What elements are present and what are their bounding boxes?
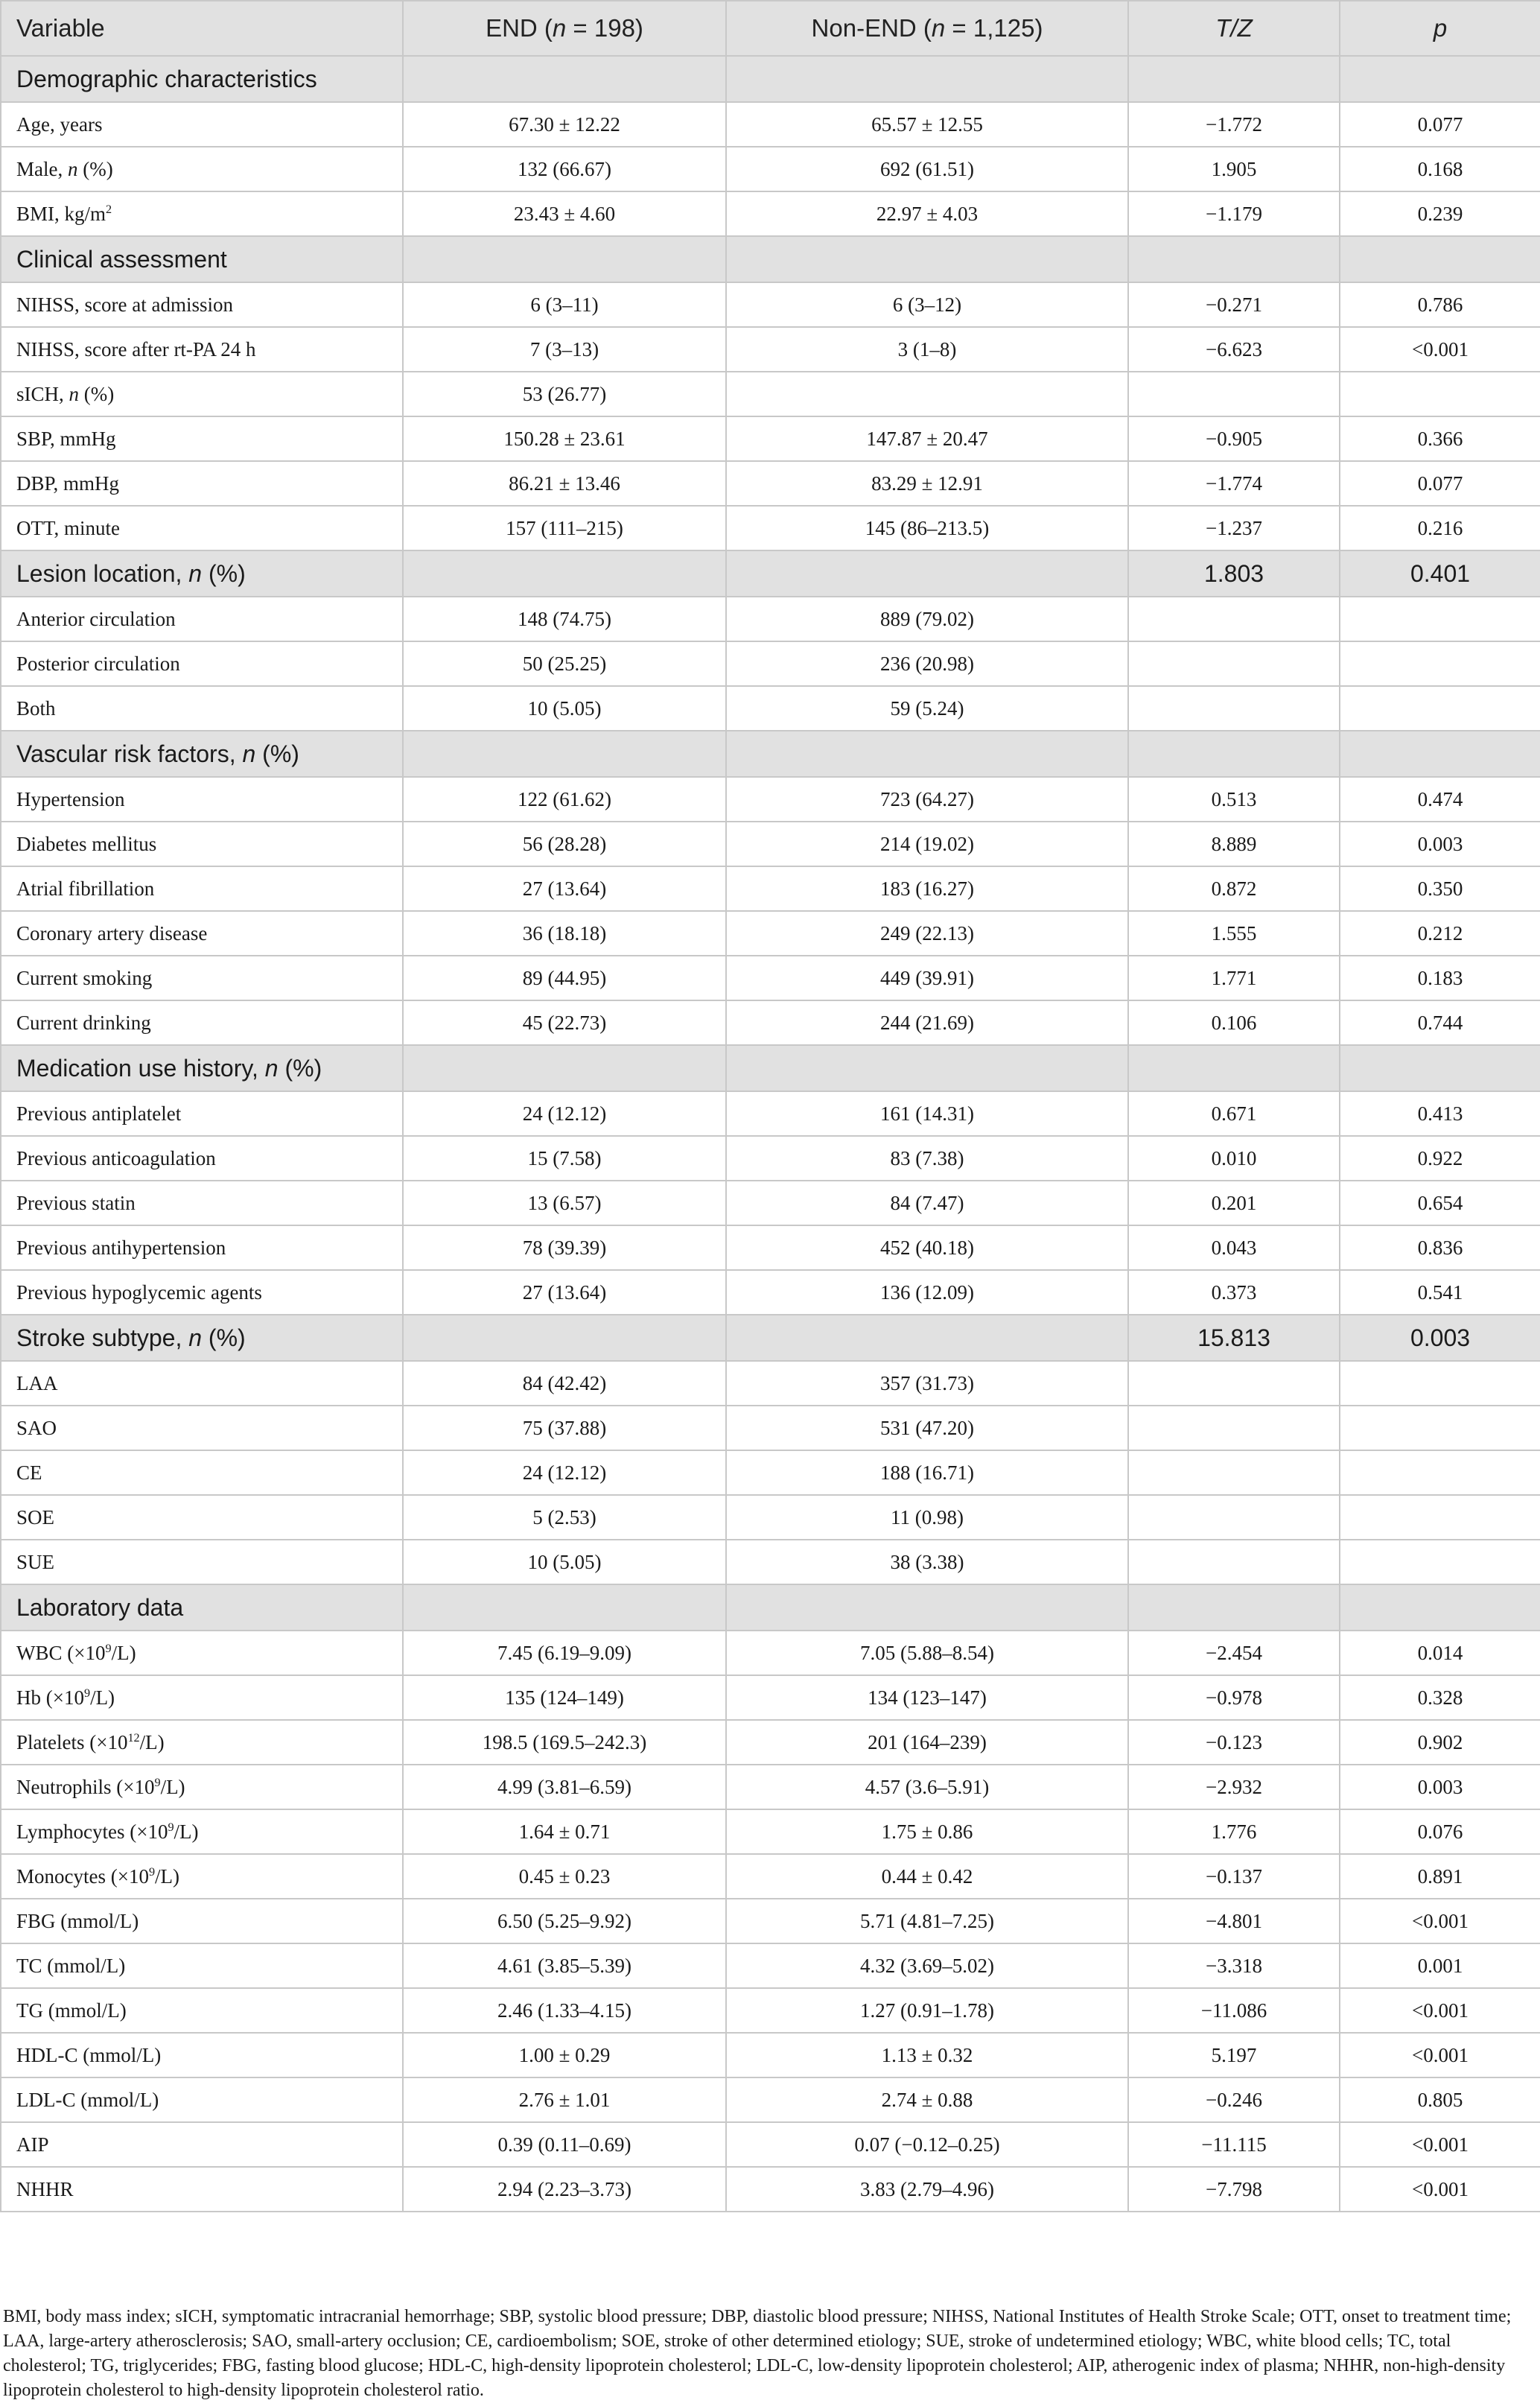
cell-end: 157 (111–215) — [403, 506, 726, 550]
cell-end: 1.00 ± 0.29 — [403, 2033, 726, 2077]
header-non-end: Non-END (n = 1,125) — [726, 1, 1128, 56]
cell-t-z — [1128, 686, 1340, 731]
table-row — [1, 416, 1540, 461]
table-row — [1, 2033, 1540, 2077]
cell-variable: sICH, n (%) — [1, 372, 403, 416]
cell-non-end — [726, 1045, 1128, 1091]
cell-end: 84 (42.42) — [403, 1361, 726, 1406]
section-header-row — [1, 550, 1540, 597]
table-row — [1, 1854, 1540, 1899]
cell-p: 0.891 — [1340, 1854, 1540, 1899]
cell-p — [1340, 731, 1540, 777]
table-row — [1, 461, 1540, 506]
table-row — [1, 102, 1540, 147]
cell-variable: Previous hypoglycemic agents — [1, 1270, 403, 1315]
cell-end — [403, 1045, 726, 1091]
table-row — [1, 1495, 1540, 1540]
cell-t-z — [1128, 372, 1340, 416]
cell-p: 0.212 — [1340, 911, 1540, 956]
cell-non-end: 214 (19.02) — [726, 822, 1128, 866]
table-row — [1, 1181, 1540, 1225]
cell-t-z: 0.010 — [1128, 1136, 1340, 1181]
cell-t-z: 1.905 — [1128, 147, 1340, 191]
cell-t-z: 0.201 — [1128, 1181, 1340, 1225]
cell-variable: Demographic characteristics — [1, 56, 403, 102]
cell-end: 67.30 ± 12.22 — [403, 102, 726, 147]
cell-t-z: −0.905 — [1128, 416, 1340, 461]
cell-variable: Lesion location, n (%) — [1, 550, 403, 597]
table-row — [1, 282, 1540, 327]
cell-end: 6 (3–11) — [403, 282, 726, 327]
cell-variable: Current drinking — [1, 1000, 403, 1045]
cell-p: 0.183 — [1340, 956, 1540, 1000]
cell-non-end: 22.97 ± 4.03 — [726, 191, 1128, 236]
cell-p: 0.744 — [1340, 1000, 1540, 1045]
cell-non-end: 161 (14.31) — [726, 1091, 1128, 1136]
cell-t-z: −3.318 — [1128, 1943, 1340, 1988]
cell-t-z: −4.801 — [1128, 1899, 1340, 1943]
cell-end: 2.94 (2.23–3.73) — [403, 2167, 726, 2212]
cell-end: 132 (66.67) — [403, 147, 726, 191]
cell-p — [1340, 236, 1540, 282]
cell-non-end: 4.32 (3.69–5.02) — [726, 1943, 1128, 1988]
cell-end: 27 (13.64) — [403, 1270, 726, 1315]
cell-t-z — [1128, 1584, 1340, 1631]
cell-end: 5 (2.53) — [403, 1495, 726, 1540]
cell-t-z: −0.271 — [1128, 282, 1340, 327]
cell-non-end — [726, 550, 1128, 597]
table-row — [1, 597, 1540, 641]
cell-non-end: 2.74 ± 0.88 — [726, 2077, 1128, 2122]
cell-t-z: 0.106 — [1128, 1000, 1340, 1045]
cell-non-end: 145 (86–213.5) — [726, 506, 1128, 550]
cell-p: 0.805 — [1340, 2077, 1540, 2122]
cell-t-z: −1.179 — [1128, 191, 1340, 236]
cell-non-end: 249 (22.13) — [726, 911, 1128, 956]
cell-variable: Both — [1, 686, 403, 731]
cell-p: 0.014 — [1340, 1631, 1540, 1675]
cell-non-end: 4.57 (3.6–5.91) — [726, 1765, 1128, 1809]
cell-end: 86.21 ± 13.46 — [403, 461, 726, 506]
cell-end: 75 (37.88) — [403, 1406, 726, 1450]
table-row — [1, 1091, 1540, 1136]
cell-t-z: 0.043 — [1128, 1225, 1340, 1270]
cell-variable: Vascular risk factors, n (%) — [1, 731, 403, 777]
cell-p — [1340, 1495, 1540, 1540]
cell-p — [1340, 372, 1540, 416]
table-row — [1, 956, 1540, 1000]
cell-variable: NIHSS, score at admission — [1, 282, 403, 327]
cell-variable: Atrial fibrillation — [1, 866, 403, 911]
cell-non-end: 692 (61.51) — [726, 147, 1128, 191]
table-row — [1, 147, 1540, 191]
table-row — [1, 686, 1540, 731]
cell-end: 53 (26.77) — [403, 372, 726, 416]
cell-p: 0.413 — [1340, 1091, 1540, 1136]
cell-p: 0.001 — [1340, 1943, 1540, 1988]
cell-p: <0.001 — [1340, 2033, 1540, 2077]
cell-variable: Posterior circulation — [1, 641, 403, 686]
cell-t-z: −0.123 — [1128, 1720, 1340, 1765]
cell-variable: SBP, mmHg — [1, 416, 403, 461]
cell-p: 0.077 — [1340, 461, 1540, 506]
cell-end: 10 (5.05) — [403, 1540, 726, 1584]
table-row — [1, 2122, 1540, 2167]
cell-variable: DBP, mmHg — [1, 461, 403, 506]
table-row — [1, 327, 1540, 372]
cell-non-end: 357 (31.73) — [726, 1361, 1128, 1406]
cell-end: 24 (12.12) — [403, 1450, 726, 1495]
cell-end: 89 (44.95) — [403, 956, 726, 1000]
cell-variable: Current smoking — [1, 956, 403, 1000]
cell-non-end: 3 (1–8) — [726, 327, 1128, 372]
cell-non-end: 449 (39.91) — [726, 956, 1128, 1000]
cell-end: 2.76 ± 1.01 — [403, 2077, 726, 2122]
table-row — [1, 1406, 1540, 1450]
cell-p — [1340, 1406, 1540, 1450]
cell-non-end: 3.83 (2.79–4.96) — [726, 2167, 1128, 2212]
cell-variable: Previous antihypertension — [1, 1225, 403, 1270]
table-body — [1, 56, 1540, 2212]
cell-p — [1340, 56, 1540, 102]
cell-variable: Hypertension — [1, 777, 403, 822]
table-row — [1, 822, 1540, 866]
cell-t-z: 1.555 — [1128, 911, 1340, 956]
cell-non-end: 452 (40.18) — [726, 1225, 1128, 1270]
section-header-row — [1, 731, 1540, 777]
table-row — [1, 1225, 1540, 1270]
cell-t-z: 5.197 — [1128, 2033, 1340, 2077]
cell-variable: FBG (mmol/L) — [1, 1899, 403, 1943]
cell-p: 0.350 — [1340, 866, 1540, 911]
cell-variable: Hb $(\times 10^9/L)$ — [1, 1675, 403, 1720]
cell-t-z: −2.454 — [1128, 1631, 1340, 1675]
cell-t-z — [1128, 236, 1340, 282]
header-t-z: T/Z — [1128, 1, 1340, 56]
cell-end: 27 (13.64) — [403, 866, 726, 911]
cell-non-end: 531 (47.20) — [726, 1406, 1128, 1450]
cell-p: 0.077 — [1340, 102, 1540, 147]
cell-end: 0.45 ± 0.23 — [403, 1854, 726, 1899]
cell-variable: Previous anticoagulation — [1, 1136, 403, 1181]
cell-non-end: 183 (16.27) — [726, 866, 1128, 911]
table-row — [1, 1136, 1540, 1181]
cell-t-z — [1128, 56, 1340, 102]
cell-variable: Laboratory data — [1, 1584, 403, 1631]
cell-t-z — [1128, 1406, 1340, 1450]
table-row — [1, 191, 1540, 236]
cell-end: 2.46 (1.33–4.15) — [403, 1988, 726, 2033]
cell-end — [403, 1584, 726, 1631]
cell-end: 10 (5.05) — [403, 686, 726, 731]
cell-t-z: 1.803 — [1128, 550, 1340, 597]
cell-t-z: 1.771 — [1128, 956, 1340, 1000]
cell-p: 0.401 — [1340, 550, 1540, 597]
cell-variable: Age, years — [1, 102, 403, 147]
cell-p: 0.474 — [1340, 777, 1540, 822]
cell-non-end: 136 (12.09) — [726, 1270, 1128, 1315]
cell-variable: SAO — [1, 1406, 403, 1450]
cell-variable: Neutrophils $(\times 10^9/L)$ — [1, 1765, 403, 1809]
cell-non-end: 244 (21.69) — [726, 1000, 1128, 1045]
cell-end: 56 (28.28) — [403, 822, 726, 866]
cell-t-z — [1128, 1495, 1340, 1540]
cell-t-z: −0.246 — [1128, 2077, 1340, 2122]
cell-non-end — [726, 1315, 1128, 1361]
cell-p: <0.001 — [1340, 327, 1540, 372]
cell-t-z: −0.978 — [1128, 1675, 1340, 1720]
cell-p — [1340, 597, 1540, 641]
cell-end: 122 (61.62) — [403, 777, 726, 822]
cell-variable: SOE — [1, 1495, 403, 1540]
cell-non-end: 6 (3–12) — [726, 282, 1128, 327]
cell-p: 0.003 — [1340, 822, 1540, 866]
cell-variable: Monocytes $(\times 10^9/L)$ — [1, 1854, 403, 1899]
header-end: END (n = 198) — [403, 1, 726, 56]
cell-non-end: 5.71 (4.81–7.25) — [726, 1899, 1128, 1943]
cell-variable: Coronary artery disease — [1, 911, 403, 956]
cell-t-z — [1128, 641, 1340, 686]
cell-p: <0.001 — [1340, 1899, 1540, 1943]
cell-variable: AIP — [1, 2122, 403, 2167]
cell-t-z: −7.798 — [1128, 2167, 1340, 2212]
cell-p: 0.541 — [1340, 1270, 1540, 1315]
table-row — [1, 1675, 1540, 1720]
cell-non-end — [726, 372, 1128, 416]
cell-t-z: 8.889 — [1128, 822, 1340, 866]
cell-variable: Platelets $(\times 10^{12}/L)$ — [1, 1720, 403, 1765]
cell-p: <0.001 — [1340, 2167, 1540, 2212]
cell-p: <0.001 — [1340, 1988, 1540, 2033]
cell-end: 4.61 (3.85–5.39) — [403, 1943, 726, 1988]
table-row — [1, 1270, 1540, 1315]
section-header-row — [1, 236, 1540, 282]
cell-p: 0.239 — [1340, 191, 1540, 236]
cell-variable: Medication use history, n (%) — [1, 1045, 403, 1091]
cell-non-end: 201 (164–239) — [726, 1720, 1128, 1765]
cell-end — [403, 1315, 726, 1361]
cell-t-z: −1.237 — [1128, 506, 1340, 550]
cell-variable: Previous statin — [1, 1181, 403, 1225]
cell-p: 0.902 — [1340, 1720, 1540, 1765]
cell-variable: HDL-C (mmol/L) — [1, 2033, 403, 2077]
cell-t-z — [1128, 1361, 1340, 1406]
cell-p — [1340, 1361, 1540, 1406]
cell-non-end — [726, 56, 1128, 102]
table-row — [1, 1943, 1540, 1988]
cell-p — [1340, 686, 1540, 731]
cell-p — [1340, 1450, 1540, 1495]
cell-end: 150.28 ± 23.61 — [403, 416, 726, 461]
cell-non-end: 0.44 ± 0.42 — [726, 1854, 1128, 1899]
section-header-row — [1, 1584, 1540, 1631]
cell-end — [403, 236, 726, 282]
table-row — [1, 866, 1540, 911]
cell-variable: NIHSS, score after rt-PA 24 h — [1, 327, 403, 372]
cell-t-z: 15.813 — [1128, 1315, 1340, 1361]
cell-t-z — [1128, 1540, 1340, 1584]
table-row — [1, 911, 1540, 956]
cell-p: 0.786 — [1340, 282, 1540, 327]
section-header-row — [1, 56, 1540, 102]
cell-t-z: 0.872 — [1128, 866, 1340, 911]
cell-non-end — [726, 731, 1128, 777]
cell-t-z: −6.623 — [1128, 327, 1340, 372]
cell-end — [403, 550, 726, 597]
cell-variable: Previous antiplatelet — [1, 1091, 403, 1136]
table-row — [1, 1720, 1540, 1765]
cell-t-z: 0.373 — [1128, 1270, 1340, 1315]
cell-t-z — [1128, 731, 1340, 777]
cell-p: 0.328 — [1340, 1675, 1540, 1720]
cell-t-z: 0.671 — [1128, 1091, 1340, 1136]
cell-t-z — [1128, 597, 1340, 641]
cell-non-end: 0.07 (−0.12–0.25) — [726, 2122, 1128, 2167]
cell-end: 7 (3–13) — [403, 327, 726, 372]
cell-non-end — [726, 1584, 1128, 1631]
cell-variable: LDL-C (mmol/L) — [1, 2077, 403, 2122]
cell-variable: SUE — [1, 1540, 403, 1584]
cell-end: 0.39 (0.11–0.69) — [403, 2122, 726, 2167]
cell-p: 0.654 — [1340, 1181, 1540, 1225]
table-row — [1, 1450, 1540, 1495]
cell-end: 45 (22.73) — [403, 1000, 726, 1045]
cell-end: 36 (18.18) — [403, 911, 726, 956]
cell-end: 78 (39.39) — [403, 1225, 726, 1270]
cell-non-end: 59 (5.24) — [726, 686, 1128, 731]
cell-variable: Anterior circulation — [1, 597, 403, 641]
cell-non-end: 723 (64.27) — [726, 777, 1128, 822]
cell-p — [1340, 641, 1540, 686]
cell-variable: WBC $(\times 10^9/L)$ — [1, 1631, 403, 1675]
cell-end: 198.5 (169.5–242.3) — [403, 1720, 726, 1765]
cell-variable: TG (mmol/L) — [1, 1988, 403, 2033]
cell-t-z: −2.932 — [1128, 1765, 1340, 1809]
table-row — [1, 1899, 1540, 1943]
table-row — [1, 2167, 1540, 2212]
cell-end: 15 (7.58) — [403, 1136, 726, 1181]
table-row — [1, 506, 1540, 550]
cell-non-end: 38 (3.38) — [726, 1540, 1128, 1584]
cell-end — [403, 731, 726, 777]
cell-non-end — [726, 236, 1128, 282]
cell-non-end: 7.05 (5.88–8.54) — [726, 1631, 1128, 1675]
cell-end: 1.64 ± 0.71 — [403, 1809, 726, 1854]
table-row — [1, 1765, 1540, 1809]
cell-p: 0.366 — [1340, 416, 1540, 461]
cell-end: 4.99 (3.81–6.59) — [403, 1765, 726, 1809]
cell-t-z: −1.772 — [1128, 102, 1340, 147]
table-header-row — [1, 1, 1540, 56]
cell-variable: TC (mmol/L) — [1, 1943, 403, 1988]
table-row — [1, 641, 1540, 686]
cell-end: 24 (12.12) — [403, 1091, 726, 1136]
table-row — [1, 1988, 1540, 2033]
table-row — [1, 1540, 1540, 1584]
cell-t-z: 1.776 — [1128, 1809, 1340, 1854]
cell-non-end: 1.27 (0.91–1.78) — [726, 1988, 1128, 2033]
cell-t-z: −0.137 — [1128, 1854, 1340, 1899]
cell-t-z — [1128, 1450, 1340, 1495]
cell-p: 0.076 — [1340, 1809, 1540, 1854]
cell-variable: Male, n (%) — [1, 147, 403, 191]
cell-end: 13 (6.57) — [403, 1181, 726, 1225]
cell-variable: CE — [1, 1450, 403, 1495]
cell-end: 6.50 (5.25–9.92) — [403, 1899, 726, 1943]
cell-non-end: 11 (0.98) — [726, 1495, 1128, 1540]
cell-p — [1340, 1540, 1540, 1584]
cell-non-end: 889 (79.02) — [726, 597, 1128, 641]
table-row — [1, 777, 1540, 822]
cell-non-end: 147.87 ± 20.47 — [726, 416, 1128, 461]
cell-end: 50 (25.25) — [403, 641, 726, 686]
cell-variable: LAA — [1, 1361, 403, 1406]
cell-end: 23.43 ± 4.60 — [403, 191, 726, 236]
header-variable: Variable — [1, 1, 403, 56]
cell-p: 0.168 — [1340, 147, 1540, 191]
cell-t-z — [1128, 1045, 1340, 1091]
cell-variable: BMI, $kg/m^2$ — [1, 191, 403, 236]
cell-non-end: 1.13 ± 0.32 — [726, 2033, 1128, 2077]
table-row — [1, 372, 1540, 416]
cell-non-end: 65.57 ± 12.55 — [726, 102, 1128, 147]
section-header-row — [1, 1045, 1540, 1091]
cell-non-end: 134 (123–147) — [726, 1675, 1128, 1720]
cell-p — [1340, 1584, 1540, 1631]
cell-p — [1340, 1045, 1540, 1091]
cell-variable: OTT, minute — [1, 506, 403, 550]
table-row — [1, 1809, 1540, 1854]
cell-p: 0.003 — [1340, 1765, 1540, 1809]
cell-variable: Diabetes mellitus — [1, 822, 403, 866]
cell-t-z: −11.115 — [1128, 2122, 1340, 2167]
cell-p: 0.003 — [1340, 1315, 1540, 1361]
cell-t-z: −11.086 — [1128, 1988, 1340, 2033]
table-row — [1, 1361, 1540, 1406]
cell-variable: Lymphocytes $(\times 10^9/L)$ — [1, 1809, 403, 1854]
cell-end: 135 (124–149) — [403, 1675, 726, 1720]
cell-non-end: 83 (7.38) — [726, 1136, 1128, 1181]
table-row — [1, 2077, 1540, 2122]
section-header-row — [1, 1315, 1540, 1361]
cell-variable: NHHR — [1, 2167, 403, 2212]
cell-p: 0.836 — [1340, 1225, 1540, 1270]
cell-non-end: 83.29 ± 12.91 — [726, 461, 1128, 506]
cell-p: 0.922 — [1340, 1136, 1540, 1181]
header-p: p — [1340, 1, 1540, 56]
table-row — [1, 1631, 1540, 1675]
cell-non-end: 1.75 ± 0.86 — [726, 1809, 1128, 1854]
cell-non-end: 84 (7.47) — [726, 1181, 1128, 1225]
cell-non-end: 236 (20.98) — [726, 641, 1128, 686]
cell-end — [403, 56, 726, 102]
cell-end: 7.45 (6.19–9.09) — [403, 1631, 726, 1675]
table-footnote: BMI, body mass index; sICH, symptomatic intracranial hemorrhage; SBP, systolic blood pressure; DBP, diastolic blood pressure; NIHSS, National Institutes of Health Stroke Scale; OTT, onset to treatment time; LAA, large-artery atherosclerosis; SAO, small-artery occlusion; CE, cardioembolism; SOE, stroke of other determined etiology; SUE, stroke of undetermined etiology; WBC, white blood cells; TC, total cholesterol; TG, triglycerides; FBG, fasting blood glucose; HDL-C, high-density lipoprotein cholesterol; LDL-C, low-density lipoprotein cholesterol; AIP, atherogenic index of plasma; NHHR, non-high-density lipoprotein cholesterol to high-density lipoprotein cholesterol ratio. — [3, 2307, 1512, 2400]
cell-p: <0.001 — [1340, 2122, 1540, 2167]
cell-t-z: 0.513 — [1128, 777, 1340, 822]
cell-t-z: −1.774 — [1128, 461, 1340, 506]
cell-non-end: 188 (16.71) — [726, 1450, 1128, 1495]
cell-variable: Clinical assessment — [1, 236, 403, 282]
cell-end: 148 (74.75) — [403, 597, 726, 641]
cell-p: 0.216 — [1340, 506, 1540, 550]
cell-variable: Stroke subtype, n (%) — [1, 1315, 403, 1361]
table-row — [1, 1000, 1540, 1045]
